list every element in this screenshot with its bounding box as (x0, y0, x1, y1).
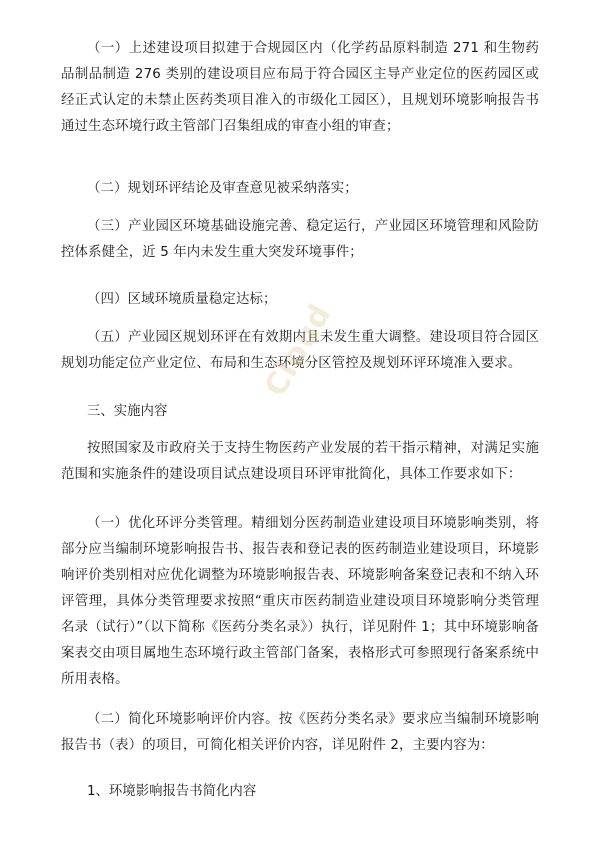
paragraph-condition-1: （一）上述建设项目拟建于合规园区内（化学药品原料制造 271 和生物药品制品制造 276 类别的建设项目应布局于符合园区主导产业定位的医药园区或经正式认定的未禁止医药类项目准入的市级化工园区），且规划环境影响报告书通过生态环境行政主管部门召集组成的审查小组的审查； (61, 41, 539, 134)
paragraph-item-1: （一）优化环评分类管理。精细划分医药制造业建设项目环境影响类别，将部分应当编制环境影响报告书、报告表和登记表的医药制造业建设项目，环境影响评价类别相对应优化调整为环境影响报告表、环境影响备案登记表和不纳入环评管理，具体分类管理要求按照“重庆市医药制造业建设项目环境影响分类管理名录（试行）”（以下简称《医药分类名录》）执行，详见附件 1；其中环境影响备案表交由项目属地生态环境行政主管部门备案，表格形式可参照现行备案系统中所用表格。 (61, 516, 539, 687)
paragraph-condition-5: （五）产业园区规划环评在有效期内且未发生重大调整。建设项目符合园区规划功能定位产业定位、布局和生态环境分区管控及规划环评环境准入要求。 (61, 330, 539, 371)
paragraph-condition-3: （三）产业园区环境基础设施完善、稳定运行，产业园区环境管理和风险防控体系健全，近 5 年内未发生重大突发环境事件； (61, 219, 539, 260)
paragraph-item-2: （二）简化环境影响评价内容。按《医药分类名录》要求应当编制环境影响报告书（表）的项目，可简化相关评价内容，详见附件 2，主要内容为： (61, 712, 539, 753)
watermark-logo: Cloud (258, 297, 339, 403)
section-heading-implementation: 三、实施内容 (87, 404, 168, 419)
paragraph-intro: 按照国家及市政府关于支持生物医药产业发展的若干指示精神，对满足实施范围和实施条件的建设项目试点建设项目环评审批简化，具体工作要求如下： (61, 441, 539, 482)
paragraph-condition-2: （二）规划环评结论及审查意见被采纳落实； (87, 181, 358, 196)
paragraph-condition-4: （四）区域环境质量稳定达标； (87, 292, 277, 307)
subheading-report-simplification: 1、环境影响报告书简化内容 (87, 784, 257, 799)
